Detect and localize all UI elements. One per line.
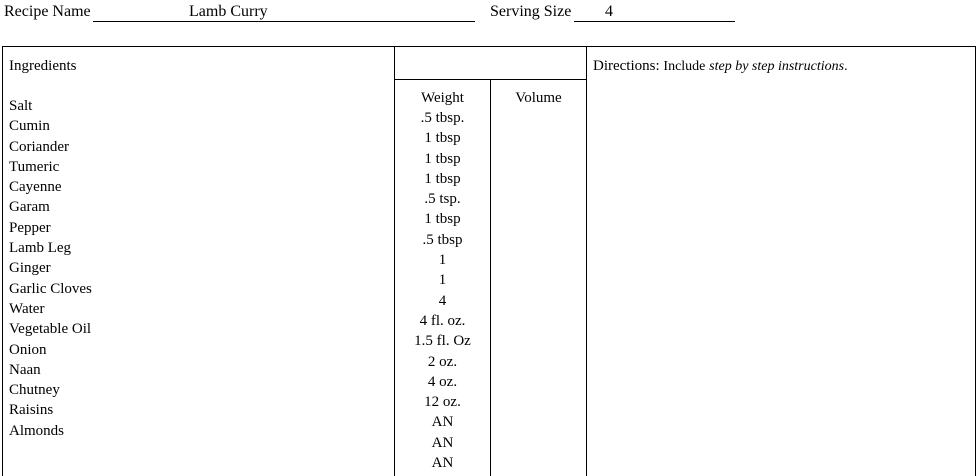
weight-item: 1 [438,252,447,269]
ingredient-item: Cumin [9,118,50,135]
weight-item: .5 tbsp [422,231,463,248]
weight-item: 1 tbsp [424,211,461,228]
directions-prefix: Include [663,59,706,74]
recipe-name-underline [93,21,475,22]
volume-header: Volume [515,90,562,106]
ingredient-item: Garlic Cloves [9,280,92,297]
recipe-name-label: Recipe Name [4,3,91,20]
recipe-table [2,46,976,476]
ingredient-item: Garam [9,199,50,216]
weight-item: AN [431,414,454,431]
measurement-column [395,47,587,476]
ingredient-item: Almonds [9,422,65,439]
recipe-header [4,2,976,24]
ingredient-item: Naan [9,361,41,378]
weight-item: 1.5 fl. Oz [414,333,471,350]
directions-column [587,47,975,476]
ingredients-column [3,47,395,476]
ingredients-title: Ingredients [9,58,77,74]
directions-heading [593,57,848,76]
serving-size-value: 4 [605,3,613,20]
directions-suffix: . [844,59,848,74]
ingredient-item: Onion [9,341,47,358]
weight-item: 4 [438,292,447,309]
weight-item: .5 tsp. [424,191,461,208]
ingredient-item: Water [9,300,45,317]
serving-size-underline [574,21,735,22]
ingredient-item: Tumeric [9,158,60,175]
directions-emphasis: step by step instructions [709,59,845,74]
volume-column [491,80,586,476]
recipe-name-value: Lamb Curry [189,3,268,20]
ingredient-item: Raisins [9,402,54,419]
ingredient-item: Ginger [9,260,51,277]
ingredient-item: Salt [9,98,33,114]
directions-label: Directions: [593,58,660,74]
ingredient-list [9,96,92,441]
ingredient-item: Coriander [9,138,69,155]
ingredient-item: Lamb Leg [9,240,72,257]
weight-item: .5 tbsp. [420,110,465,126]
weight-item: 4 oz. [427,373,458,390]
weight-item: AN [431,434,454,451]
weight-item: 1 tbsp [424,150,461,167]
ingredient-item: Pepper [9,219,51,236]
ingredient-item: Vegetable Oil [9,321,92,338]
measurement-header-blank [395,47,586,80]
weight-list [395,108,490,473]
serving-size-label: Serving Size [490,3,572,20]
weight-column [395,80,491,476]
ingredient-item: Chutney [9,382,60,399]
weight-item: AN [431,455,454,472]
weight-item: 1 tbsp [424,170,461,187]
weight-item: 2 oz. [427,353,458,370]
weight-item: 12 oz. [424,394,461,411]
ingredient-item: Cayenne [9,179,62,196]
weight-item: 1 tbsp [424,130,461,147]
weight-header: Weight [421,90,464,106]
weight-item: 4 fl. oz. [419,312,466,329]
weight-item: 1 [438,272,447,289]
